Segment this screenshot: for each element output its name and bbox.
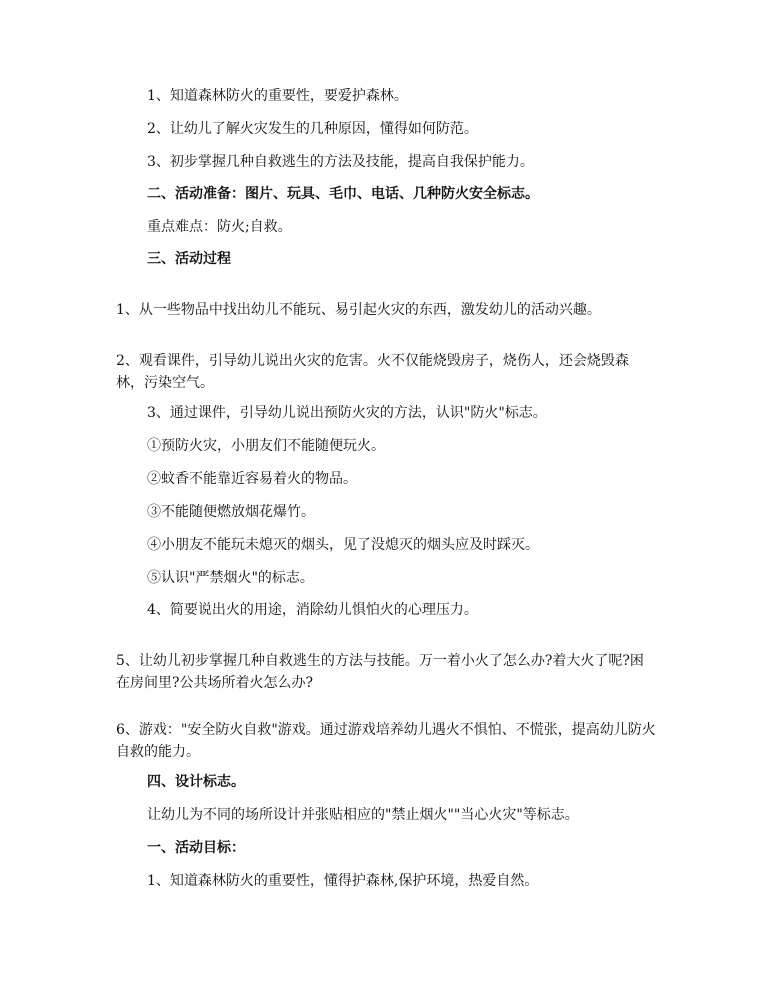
prevention-item-4: ④小朋友不能玩未熄灭的烟头，见了没熄灭的烟头应及时踩灭。 xyxy=(147,537,539,553)
process-step-3: 3、通过课件，引导幼儿说出预防火灾的方法，认识"防火"标志。 xyxy=(147,405,547,421)
goal-1: 1、知道森林防火的重要性，要爱护森林。 xyxy=(147,88,408,104)
prevention-item-3: ③不能随便燃放烟花爆竹。 xyxy=(147,504,315,520)
design-description: 让幼儿为不同的场所设计并张贴相应的"禁止烟火""当心火灾"等标志。 xyxy=(147,807,579,823)
section-heading-goals: 一、活动目标： xyxy=(147,840,245,856)
goal-3: 3、初步掌握几种自救逃生的方法及技能，提高自我保护能力。 xyxy=(147,154,534,170)
prevention-item-5: ⑤认识"严禁烟火"的标志。 xyxy=(147,570,314,586)
prevention-item-2: ②蚊香不能靠近容易着火的物品。 xyxy=(147,471,357,487)
process-step-6: 6、游戏："安全防火自救"游戏。通过游戏培养幼儿遇火不惧怕、不慌张，提高幼儿防火自救的能力。 xyxy=(116,722,656,760)
process-step-2: 2、观看课件，引导幼儿说出火灾的危害。火不仅能烧毁房子，烧伤人，还会烧毁森林，污染空气。 xyxy=(116,353,629,391)
prevention-item-1: ①预防火灾，小朋友们不能随便玩火。 xyxy=(147,438,385,454)
key-points: 重点难点：防火;自救。 xyxy=(147,219,292,235)
section-heading-preparation: 二、活动准备：图片、玩具、毛巾、电话、几种防火安全标志。 xyxy=(147,186,539,202)
process-step-5: 5、让幼儿初步掌握几种自救逃生的方法与技能。万一着小火了怎么办?着大火了呢?困在房间里?公共场所着火怎么办? xyxy=(116,653,644,691)
goal-repeat-1: 1、知道森林防火的重要性，懂得护森林,保护环境，热爱自然。 xyxy=(147,873,539,889)
process-step-1: 1、从一些物品中找出幼儿不能玩、易引起火灾的东西，激发幼儿的活动兴趣。 xyxy=(116,302,601,318)
goal-2: 2、让幼儿了解火灾发生的几种原因，懂得如何防范。 xyxy=(147,121,478,137)
section-heading-process: 三、活动过程 xyxy=(147,251,231,267)
section-heading-design: 四、设计标志。 xyxy=(147,774,245,790)
process-step-4: 4、简要说出火的用途，消除幼儿惧怕火的心理压力。 xyxy=(147,602,478,618)
